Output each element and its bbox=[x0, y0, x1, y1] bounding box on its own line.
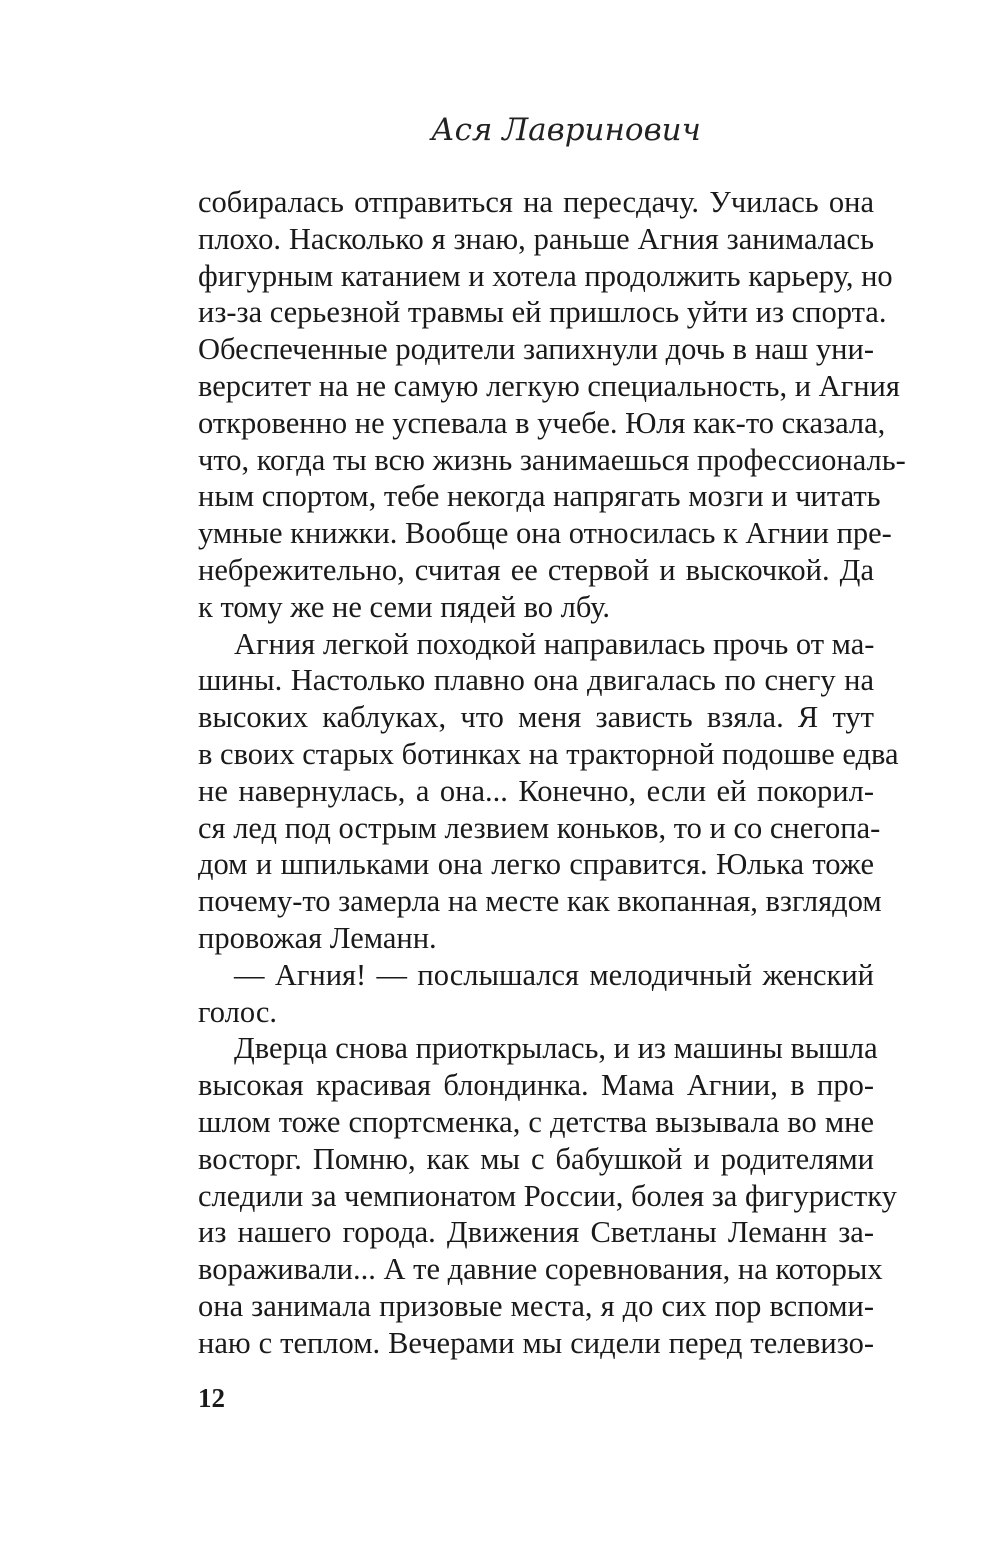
text-line: верситет на не самую легкую специальность, и Агния bbox=[198, 368, 900, 403]
text-line: провожая Леманн. bbox=[198, 920, 437, 955]
text-line: Агния легкой походкой направилась прочь от ма- bbox=[234, 626, 875, 661]
text-line: умные книжки. Вообще она относилась к Агнии пре- bbox=[198, 516, 892, 551]
text-line: — Агния! — послышался мелодичный женский bbox=[234, 957, 874, 992]
text-line: вораживали... А те давние соревнования, на которых bbox=[198, 1252, 883, 1287]
text-line: наю с теплом. Вечерами мы сидели перед телевизо- bbox=[198, 1325, 874, 1360]
text-line: к тому же не семи пядей во лбу. bbox=[198, 589, 611, 624]
text-line: ным спортом, тебе некогда напрягать мозги и читать bbox=[198, 479, 881, 514]
text-line: фигурным катанием и хотела продолжить карьеру, но bbox=[198, 258, 893, 293]
text-line: из нашего города. Движения Светланы Леманн за- bbox=[198, 1215, 874, 1250]
text-line: ся лед под острым лезвием коньков, то и со снегопа- bbox=[198, 810, 881, 845]
body-text bbox=[198, 184, 906, 1362]
text-line: голос. bbox=[198, 994, 277, 1029]
text-line: не навернулась, а она... Конечно, если ей покорил- bbox=[198, 773, 874, 808]
text-line: собиралась отправиться на пересдачу. Училась она bbox=[198, 185, 874, 219]
text-line: Дверца снова приоткрылась, и из машины вышла bbox=[234, 1031, 878, 1066]
text-line: высоких каблуках, что меня зависть взяла. Я тут bbox=[198, 700, 874, 735]
text-line: дом и шпильками она легко справится. Юлька тоже bbox=[198, 847, 874, 882]
text-line: шины. Настолько плавно она двигалась по снегу на bbox=[198, 663, 874, 698]
text-line: она занимала призовые места, я до сих пор вспоми- bbox=[198, 1288, 874, 1323]
text-line: шлом тоже спортсменка, с детства вызывала во мне bbox=[198, 1104, 874, 1139]
text-line: из-за серьезной травмы ей пришлось уйти из спорта. bbox=[198, 295, 887, 330]
text-line: небрежительно, считая ее стервой и выскочкой. Да bbox=[198, 552, 874, 587]
text-line: плохо. Насколько я знаю, раньше Агния занималась bbox=[198, 221, 874, 256]
text-line: что, когда ты всю жизнь занимаешься профессиональ- bbox=[198, 442, 906, 477]
page-number: 12 bbox=[198, 1383, 225, 1413]
text-line: следили за чемпионатом России, болея за фигуристку bbox=[198, 1178, 897, 1213]
running-head-author: Ася Лавринович bbox=[431, 112, 701, 148]
text-line: откровенно не успевала в учебе. Юля как-то сказала, bbox=[198, 405, 886, 440]
text-line: в своих старых ботинках на тракторной подошве едва bbox=[198, 736, 899, 771]
text-line: Обеспеченные родители запихнули дочь в наш уни- bbox=[198, 332, 874, 367]
text-line: почему-то замерла на месте как вкопанная, взглядом bbox=[198, 884, 882, 919]
text-line: восторг. Помню, как мы с бабушкой и родителями bbox=[198, 1141, 874, 1176]
text-line: высокая красивая блондинка. Мама Агнии, в про- bbox=[198, 1068, 874, 1103]
